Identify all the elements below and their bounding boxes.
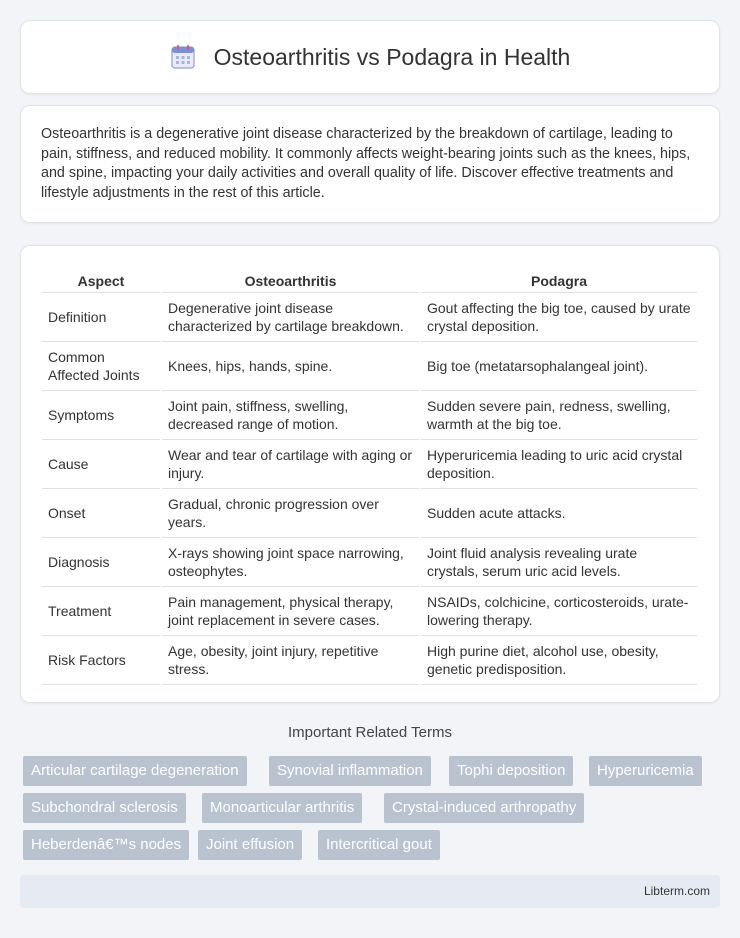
footer bbox=[20, 875, 720, 908]
related-term-tag[interactable]: Synovial inflammation bbox=[269, 756, 431, 786]
page-title: Osteoarthritis vs Podagra in Health bbox=[213, 43, 571, 70]
table-row bbox=[42, 538, 697, 587]
related-term-tag[interactable]: Tophi deposition bbox=[449, 756, 573, 786]
cell-osteoarthritis: Knees, hips, hands, spine. bbox=[162, 342, 419, 391]
cell-osteoarthritis: Gradual, chronic progression over years. bbox=[162, 489, 419, 538]
table-row bbox=[42, 342, 697, 391]
related-term-tag[interactable]: Articular cartilage degeneration bbox=[23, 756, 247, 786]
comparison-table bbox=[40, 266, 699, 685]
header-podagra: Podagra bbox=[421, 266, 697, 293]
cell-aspect: Onset bbox=[42, 489, 160, 538]
table-row bbox=[42, 391, 697, 440]
table-row bbox=[42, 293, 697, 342]
header-aspect: Aspect bbox=[42, 266, 160, 293]
cell-aspect: Treatment bbox=[42, 587, 160, 636]
related-term-tag[interactable]: Heberdenâ€™s nodes bbox=[23, 830, 189, 860]
cell-podagra: Hyperuricemia leading to uric acid crystal deposition. bbox=[421, 440, 697, 489]
cell-podagra: Sudden severe pain, redness, swelling, warmth at the big toe. bbox=[421, 391, 697, 440]
table-row bbox=[42, 489, 697, 538]
cell-podagra: Sudden acute attacks. bbox=[421, 489, 697, 538]
cell-podagra: High purine diet, alcohol use, obesity, genetic predisposition. bbox=[421, 636, 697, 685]
cell-osteoarthritis: X-rays showing joint space narrowing, osteophytes. bbox=[162, 538, 419, 587]
cell-osteoarthritis: Wear and tear of cartilage with aging or injury. bbox=[162, 440, 419, 489]
related-term-tag[interactable]: Monoarticular arthritis bbox=[202, 793, 362, 823]
header-osteoarthritis: Osteoarthritis bbox=[162, 266, 419, 293]
footer-link[interactable]: Libterm.com bbox=[643, 884, 710, 898]
related-term-tag[interactable]: Crystal-induced arthropathy bbox=[384, 793, 584, 823]
table-row bbox=[42, 587, 697, 636]
related-term-tag[interactable]: Subchondral sclerosis bbox=[23, 793, 186, 823]
cell-aspect: Cause bbox=[42, 440, 160, 489]
cell-podagra: Joint fluid analysis revealing urate crystals, serum uric acid levels. bbox=[421, 538, 697, 587]
cell-aspect: Definition bbox=[42, 293, 160, 342]
cell-aspect: Diagnosis bbox=[42, 538, 160, 587]
calendar-icon bbox=[170, 44, 196, 70]
intro-text: Osteoarthritis is a degenerative joint disease characterized by the breakdown of cartilage, leading to pain, stiffness, and reduced mobility. It commonly affects weight-bearing joints such as the knees, hips, and spine, impacting your daily activities and overall quality of life. Discover effective treatments and lifestyle adjustments in the rest of this article. bbox=[41, 126, 691, 201]
title-card bbox=[20, 20, 720, 94]
related-terms-title: Important Related Terms bbox=[288, 724, 452, 741]
cell-podagra: Gout affecting the big toe, caused by urate crystal deposition. bbox=[421, 293, 697, 342]
cell-osteoarthritis: Joint pain, stiffness, swelling, decreased range of motion. bbox=[162, 391, 419, 440]
cell-aspect: Symptoms bbox=[42, 391, 160, 440]
related-term-tag[interactable]: Joint effusion bbox=[198, 830, 302, 860]
cell-podagra: Big toe (metatarsophalangeal joint). bbox=[421, 342, 697, 391]
cell-aspect: Common Affected Joints bbox=[42, 342, 160, 391]
related-term-tag[interactable]: Hyperuricemia bbox=[589, 756, 702, 786]
cell-aspect: Risk Factors bbox=[42, 636, 160, 685]
comparison-table-card bbox=[20, 245, 720, 703]
cell-osteoarthritis: Pain management, physical therapy, joint replacement in severe cases. bbox=[162, 587, 419, 636]
table-row bbox=[42, 440, 697, 489]
table-row bbox=[42, 636, 697, 685]
related-term-tag[interactable]: Intercritical gout bbox=[318, 830, 440, 860]
cell-podagra: NSAIDs, colchicine, corticosteroids, urate-lowering therapy. bbox=[421, 587, 697, 636]
cell-osteoarthritis: Age, obesity, joint injury, repetitive stress. bbox=[162, 636, 419, 685]
cell-osteoarthritis: Degenerative joint disease characterized by cartilage breakdown. bbox=[162, 293, 419, 342]
intro-card bbox=[20, 105, 720, 223]
